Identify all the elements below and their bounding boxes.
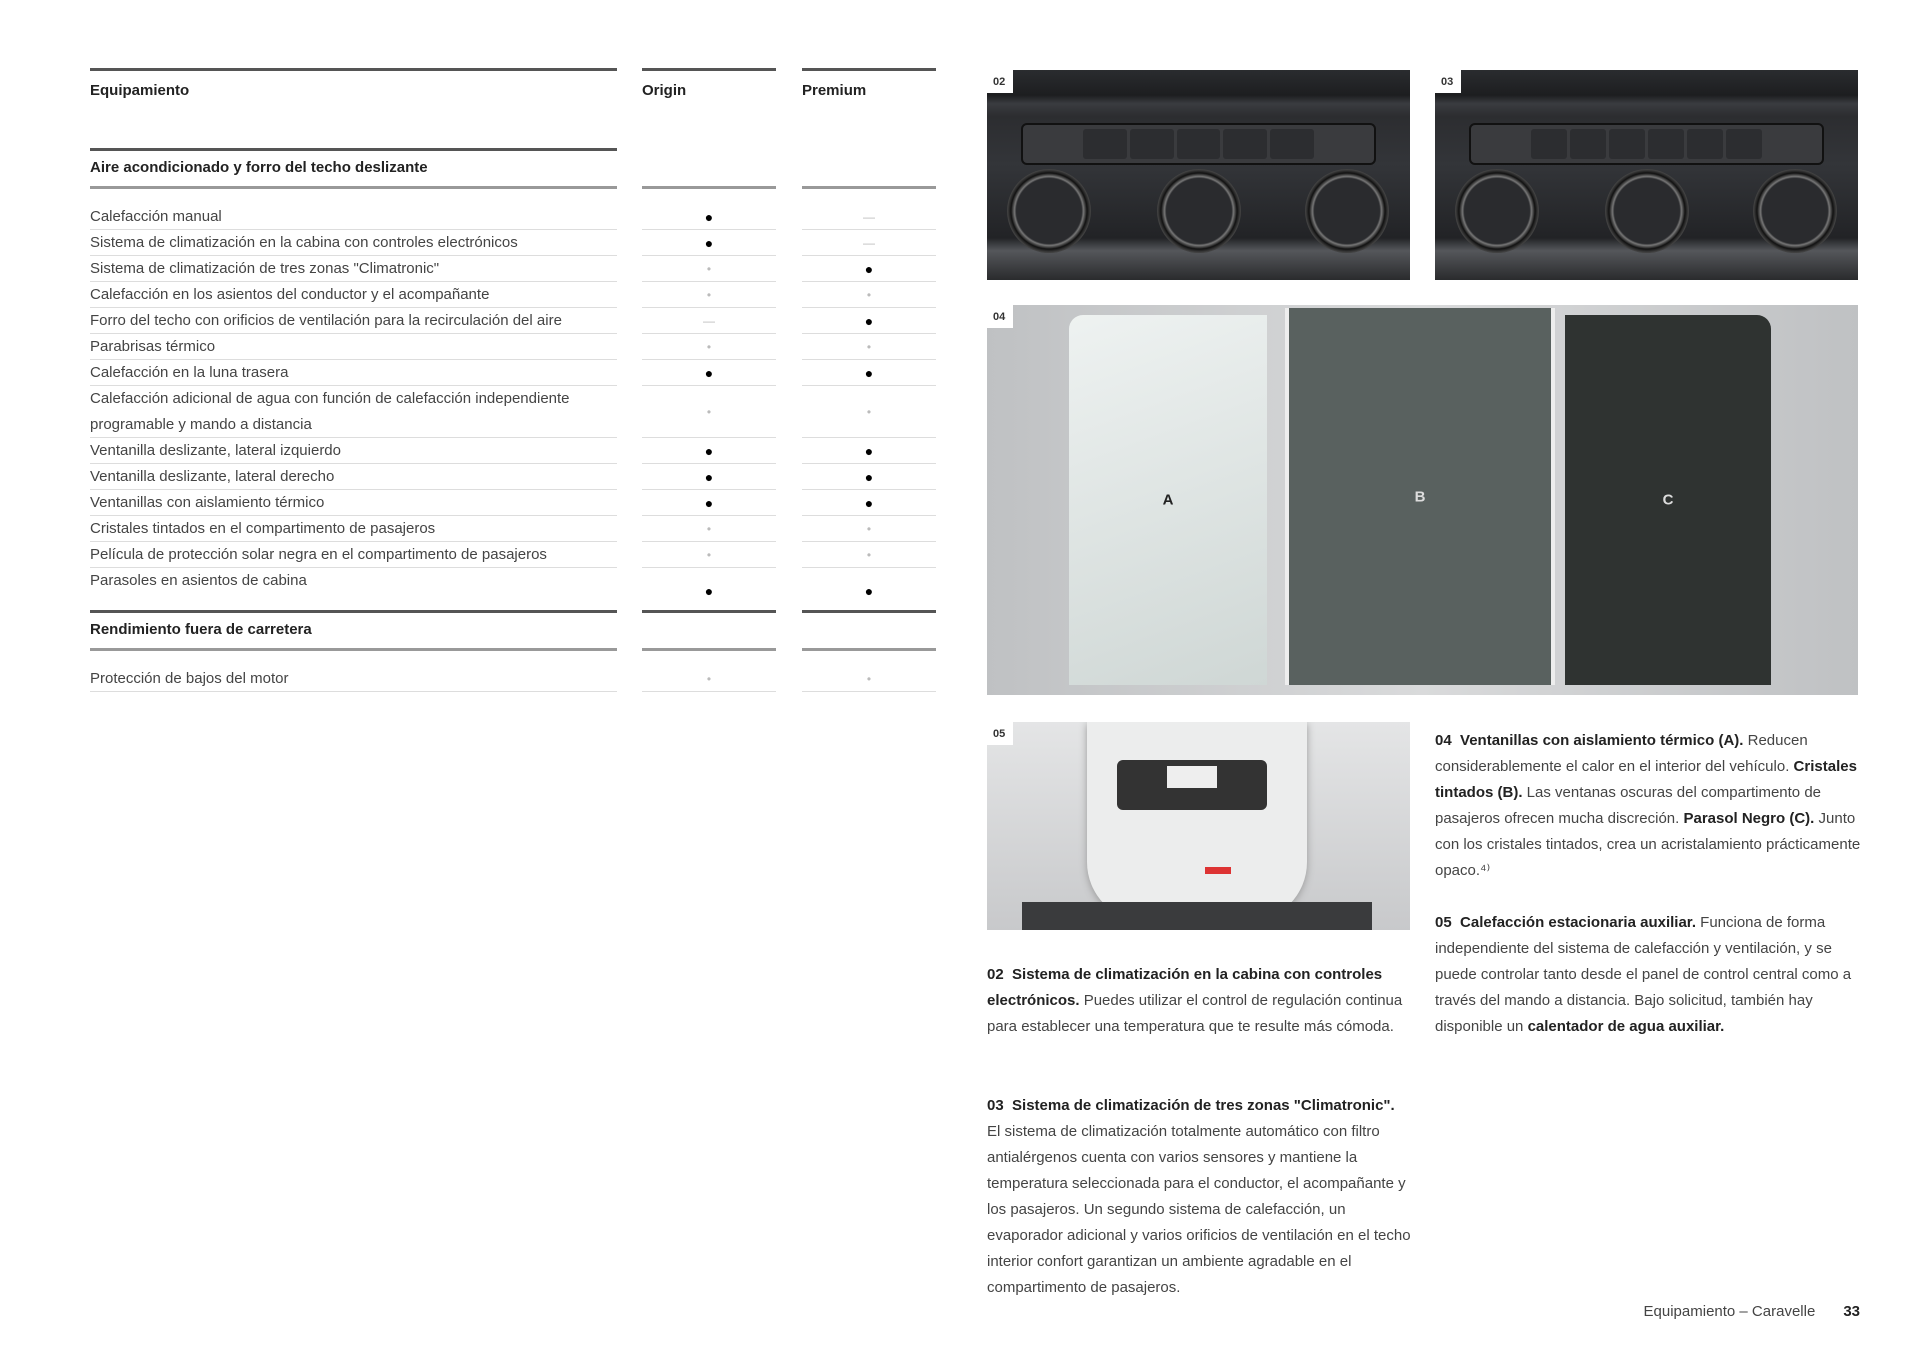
divider [642,186,776,189]
divider [802,610,936,613]
origin-availability: • [706,262,712,276]
divider [802,648,936,651]
origin-availability: ● [704,583,714,599]
window-label-c: C [1662,491,1674,509]
section-title: Rendimiento fuera de carretera [90,621,312,638]
origin-availability: • [706,405,712,419]
row-label: Cristales tintados en el compartimento de pasajeros [90,520,436,537]
page-number: 33 [1843,1303,1860,1320]
origin-availability: — [703,314,715,328]
premium-availability: — [863,210,875,224]
table-row [90,490,936,516]
origin-availability: • [706,548,712,562]
row-label: Protección de bajos del motor [90,670,289,687]
table-row [90,360,936,386]
table-row [90,282,936,308]
origin-availability: • [706,672,712,686]
origin-availability: ● [704,469,714,485]
premium-availability: • [866,405,872,419]
window-black-sunshade [1565,315,1771,685]
premium-availability: ● [864,365,874,381]
table-row [90,516,936,542]
divider [90,648,617,651]
premium-availability: ● [864,313,874,329]
premium-availability: • [866,522,872,536]
caption-04 [1435,728,1865,884]
row-label: Ventanillas con aislamiento térmico [90,494,325,511]
caption-number: 02 [987,966,1004,983]
divider [802,186,936,189]
window-tinted [1285,308,1555,685]
caption-text: Funciona de forma independiente del sistema de calefacción y ventilación, y se puede controlar tanto desde el panel de control central como a través del mando a distancia. Bajo solicitud, también hay disponible un [1435,914,1852,1035]
photo-tag: 04 [987,305,1013,328]
row-label: Ventanilla deslizante, lateral derecho [90,468,335,485]
table-row [90,464,936,490]
caption-bold: Sistema de climatización en la cabina con controles electrónicos. [987,966,1383,1009]
premium-availability: ● [864,261,874,277]
footer-section: Equipamiento – Caravelle [1643,1303,1816,1320]
caption-bold: Ventanillas con aislamiento térmico (A). [1460,732,1744,749]
premium-availability: ● [864,443,874,459]
photo-climatronic-controls [1435,70,1858,280]
table-row [90,230,936,256]
origin-availability: ● [704,443,714,459]
premium-availability: — [863,236,875,250]
row-label: Parasoles en asientos de cabina [90,572,307,589]
row-label: Calefacción en los asientos del conductor y el acompañante [90,286,490,303]
window-thermal-insulated [1069,315,1267,685]
caption-text: Puedes utilizar el control de regulación continua para establecer una temperatura que te resulte más cómoda. [987,992,1403,1035]
table-row [90,542,936,568]
caption-bold: Parasol Negro (C). [1683,810,1815,827]
row-label: Ventanilla deslizante, lateral izquierdo [90,442,341,459]
caption-bold: Cristales tintados (B). [1435,758,1857,801]
caption-05 [1435,910,1855,1040]
photo-auxiliary-heater-panel [987,722,1410,930]
caption-number: 03 [987,1097,1004,1114]
divider [642,648,776,651]
row-label: Calefacción en la luna trasera [90,364,289,381]
table-row [90,386,936,438]
table-row [90,256,936,282]
row-divider [802,691,936,692]
caption-number: 05 [1435,914,1452,931]
premium-availability: • [866,340,872,354]
origin-availability: • [706,288,712,302]
caption-text: Las ventanas oscuras del compartimento de pasajeros ofrecen mucha discreción. [1435,784,1821,827]
section-title: Aire acondicionado y forro del techo deslizante [90,159,428,176]
row-divider [642,691,776,692]
premium-availability: • [866,672,872,686]
caption-03 [987,1093,1412,1301]
window-label-a: A [1162,491,1174,509]
page-footer [1644,1303,1860,1320]
table-row [90,438,936,464]
header-premium: Premium [802,82,867,99]
table-row [90,308,936,334]
caption-number: 04 [1435,732,1452,749]
row-label: Parabrisas térmico [90,338,216,355]
premium-availability: ● [864,583,874,599]
caption-text: El sistema de climatización totalmente automático con filtro antialérgenos cuenta con varios sensores y mantiene la temperatura seleccionada para el conductor, el acompañante y los pasajeros. Un segundo sistema de calefacción, un evaporador adicional y varios orificios de ventilación en el techo interior confort garantizan un ambiente agradable en el compartimento de pasajeros. [987,1123,1411,1296]
header-equipment: Equipamiento [90,82,190,99]
photo-windows-comparison [987,305,1858,695]
photo-tag: 02 [987,70,1013,93]
row-label: Forro del techo con orificios de ventilación para la recirculación del aire [90,312,562,329]
origin-availability: ● [704,235,714,251]
premium-availability: • [866,548,872,562]
row-label: Calefacción adicional de agua con función de calefacción independiente programable y mando a distancia [90,390,570,433]
origin-availability: • [706,522,712,536]
table-row [90,568,936,604]
photo-tag: 05 [987,722,1013,745]
photo-tag: 03 [1435,70,1461,93]
row-label: Sistema de climatización en la cabina con controles electrónicos [90,234,518,251]
row-label: Calefacción manual [90,208,222,225]
divider [90,186,617,189]
row-label: Película de protección solar negra en el compartimento de pasajeros [90,546,547,563]
caption-bold: Sistema de climatización de tres zonas "Climatronic". [1012,1097,1395,1114]
premium-availability: ● [864,469,874,485]
caption-bold: calentador de agua auxiliar. [1527,1018,1725,1035]
divider [642,610,776,613]
origin-availability: ● [704,365,714,381]
divider [90,148,617,151]
table-row [90,334,936,360]
photo-cabin-climate-controls [987,70,1410,280]
row-label: Sistema de climatización de tres zonas "Climatronic" [90,260,440,277]
origin-availability: ● [704,209,714,225]
caption-bold: Calefacción estacionaria auxiliar. [1460,914,1696,931]
caption-text: Junto con los cristales tintados, crea un acristalamiento prácticamente opaco.⁴⁾ [1435,810,1861,879]
origin-availability: • [706,340,712,354]
table-row [90,204,936,230]
row-divider [90,691,617,692]
caption-text: Reducen considerablemente el calor en el interior del vehículo. [1435,732,1808,775]
header-origin: Origin [642,82,687,99]
table-row [90,666,936,692]
premium-availability: • [866,288,872,302]
premium-availability: ● [864,495,874,511]
caption-02 [987,962,1412,1040]
divider [90,610,617,613]
window-label-b: B [1414,488,1426,505]
origin-availability: ● [704,495,714,511]
